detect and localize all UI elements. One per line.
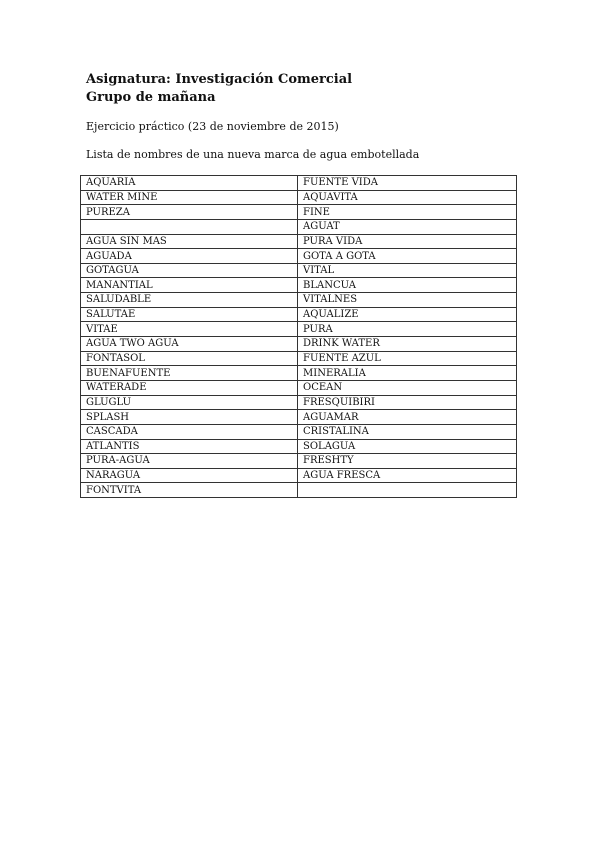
table-row xyxy=(81,351,517,366)
name-cell-right: OCEAN xyxy=(298,380,517,395)
name-cell-left: AGUA SIN MAS xyxy=(81,234,298,249)
name-cell-right: AGUA FRESCA xyxy=(298,468,517,483)
name-cell-right: VITAL xyxy=(298,263,517,278)
name-cell-left: NARAGUA xyxy=(81,468,298,483)
name-cell-left: GOTAGUA xyxy=(81,263,298,278)
table-row xyxy=(81,219,517,234)
name-cell-right: FUENTE VIDA xyxy=(298,176,517,191)
name-cell-right: CRISTALINA xyxy=(298,424,517,439)
table-row xyxy=(81,278,517,293)
table-row xyxy=(81,205,517,220)
name-cell-right xyxy=(298,483,517,498)
table-row xyxy=(81,380,517,395)
table-row xyxy=(81,293,517,308)
table-row xyxy=(81,424,517,439)
name-cell-left: BUENAFUENTE xyxy=(81,366,298,381)
name-cell-right: PURA xyxy=(298,322,517,337)
table-row xyxy=(81,483,517,498)
name-cell-right: FRESHTY xyxy=(298,454,517,469)
name-cell-right: SOLAGUA xyxy=(298,439,517,454)
name-cell-right: PURA VIDA xyxy=(298,234,517,249)
name-cell-left: WATER MINE xyxy=(81,190,298,205)
group-title: Grupo de mañana xyxy=(86,90,216,105)
table-row xyxy=(81,454,517,469)
name-cell-left: FONTASOL xyxy=(81,351,298,366)
name-cell-left: WATERADE xyxy=(81,380,298,395)
subject-title: Asignatura: Investigación Comercial xyxy=(86,72,353,87)
name-cell-left xyxy=(81,219,298,234)
name-cell-left: AGUA TWO AGUA xyxy=(81,337,298,352)
name-cell-left: AQUARIA xyxy=(81,176,298,191)
name-cell-right: GOTA A GOTA xyxy=(298,249,517,264)
name-cell-right: FINE xyxy=(298,205,517,220)
name-cell-right: AQUALIZE xyxy=(298,307,517,322)
name-cell-left: MANANTIAL xyxy=(81,278,298,293)
name-cell-right: BLANCUA xyxy=(298,278,517,293)
name-cell-right: MINERALIA xyxy=(298,366,517,381)
name-cell-left: CASCADA xyxy=(81,424,298,439)
name-cell-right: AGUAT xyxy=(298,219,517,234)
table-row xyxy=(81,249,517,264)
table-row xyxy=(81,234,517,249)
name-cell-right: VITALNES xyxy=(298,293,517,308)
brand-names-table-body xyxy=(81,176,517,498)
name-cell-right: AQUAVITA xyxy=(298,190,517,205)
name-cell-left: VITAE xyxy=(81,322,298,337)
table-row xyxy=(81,176,517,191)
name-cell-right: AGUAMAR xyxy=(298,410,517,425)
table-row xyxy=(81,190,517,205)
name-cell-right: FRESQUIBIRI xyxy=(298,395,517,410)
name-cell-right: DRINK WATER xyxy=(298,337,517,352)
table-row xyxy=(81,410,517,425)
table-row xyxy=(81,366,517,381)
name-cell-left: AGUADA xyxy=(81,249,298,264)
name-cell-right: FUENTE AZUL xyxy=(298,351,517,366)
name-cell-left: FONTVITA xyxy=(81,483,298,498)
exercise-date: Ejercicio práctico (23 de noviembre de 2015) xyxy=(86,120,339,133)
list-intro: Lista de nombres de una nueva marca de agua embotellada xyxy=(86,148,420,161)
table-row xyxy=(81,307,517,322)
name-cell-left: SALUTAE xyxy=(81,307,298,322)
table-row xyxy=(81,468,517,483)
table-row xyxy=(81,439,517,454)
table-row xyxy=(81,395,517,410)
name-cell-left: ATLANTIS xyxy=(81,439,298,454)
name-cell-left: SALUDABLE xyxy=(81,293,298,308)
name-cell-left: PUREZA xyxy=(81,205,298,220)
name-cell-left: SPLASH xyxy=(81,410,298,425)
brand-names-table xyxy=(80,175,517,498)
table-row xyxy=(81,263,517,278)
table-row xyxy=(81,337,517,352)
name-cell-left: GLUGLU xyxy=(81,395,298,410)
table-row xyxy=(81,322,517,337)
name-cell-left: PURA-AGUA xyxy=(81,454,298,469)
